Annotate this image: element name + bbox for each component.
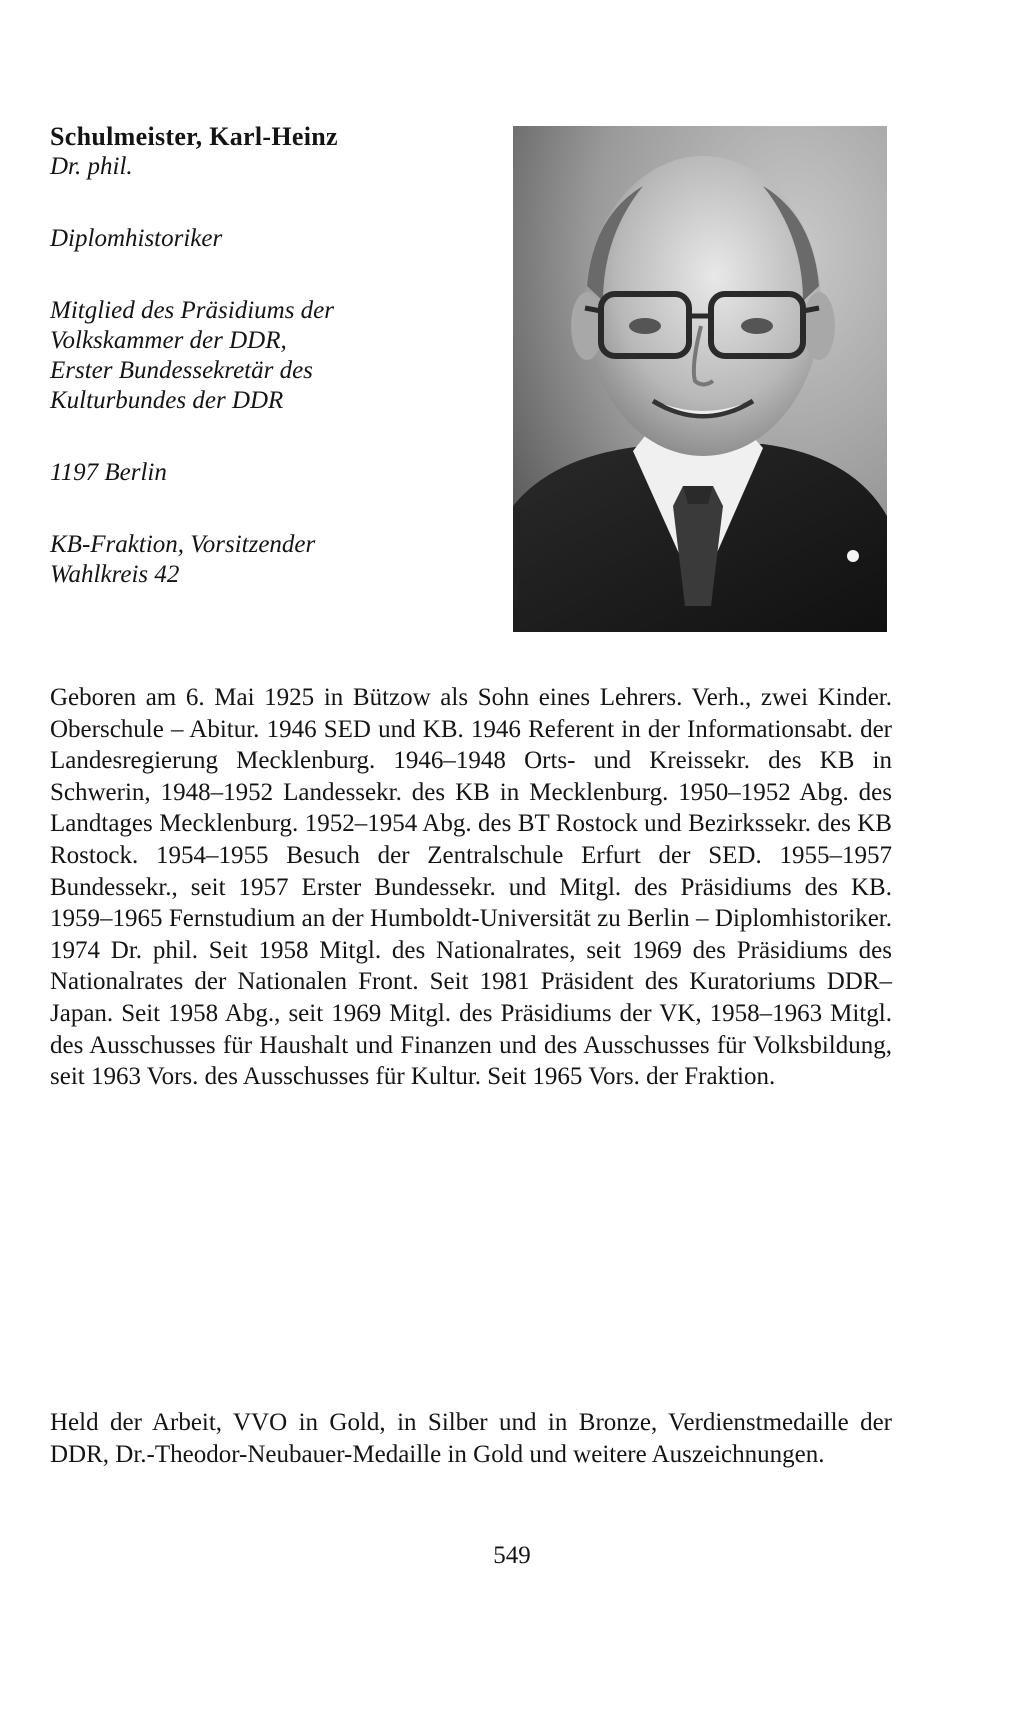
function-line: Volkskammer der DDR,	[50, 327, 287, 354]
functions-block	[50, 296, 490, 416]
profession: Diplomhistoriker	[50, 225, 223, 252]
page-number: 549	[493, 1542, 531, 1569]
entry-header	[50, 122, 490, 590]
fraction: KB-Fraktion, Vorsitzender	[50, 531, 316, 558]
biography-text: Geboren am 6. Mai 1925 in Bützow als Sohn eines Lehrers. Verh., zwei Kinder. Oberschule – Abitur. 1946 SED und KB. 1946 Referent in der Informationsabt. der Landesregierung Mecklenburg. 1946–1948 Orts- und Kreissekr. des KB in Schwerin, 1948–1952 Landessekr. des KB in Mecklenburg. 1950–1952 Abg. des Landtages Mecklenburg. 1952–1954 Abg. des BT Rostock und Bezirkssekr. des KB Rostock. 1954–1955 Besuch der Zentralschule Erfurt der SED. 1955–1957 Bundessekr., seit 1957 Erster Bundessekr. und Mitgl. des Präsidiums des KB. 1959–1965 Fernstudium an der Humboldt-Universität zu Berlin – Diplomhistoriker. 1974 Dr. phil. Seit 1958 Mitgl. des Nationalrates, seit 1969 des Präsidiums des Nationalrates der Nationalen Front. Seit 1981 Präsident des Kuratoriums DDR–Japan. Seit 1958 Abg., seit 1969 Mitgl. des Präsidiums der VK, 1958–1963 Mitgl. des Ausschusses für Haushalt und Finanzen und des Ausschusses für Volksbildung, seit 1963 Vors. des Ausschusses für Kultur. Seit 1965 Vors. der Fraktion.	[50, 684, 892, 1091]
portrait-illustration	[513, 126, 887, 632]
fraction-block	[50, 530, 490, 590]
academic-title: Dr. phil.	[50, 153, 133, 180]
constituency: Wahlkreis 42	[50, 561, 180, 588]
portrait-photo	[513, 126, 887, 632]
function-line: Kulturbundes der DDR	[50, 387, 284, 414]
address: 1197 Berlin	[50, 459, 167, 486]
awards-text: Held der Arbeit, VVO in Gold, in Silber und in Bronze, Verdienstmedaille der DDR, Dr.-Theodor-Neubauer-Medaille in Gold und weitere Auszeichnungen.	[50, 1409, 892, 1468]
function-line: Erster Bundessekretär des	[50, 357, 313, 384]
function-line: Mitglied des Präsidiums der	[50, 297, 335, 324]
person-name: Schulmeister, Karl-Heinz	[50, 122, 338, 151]
